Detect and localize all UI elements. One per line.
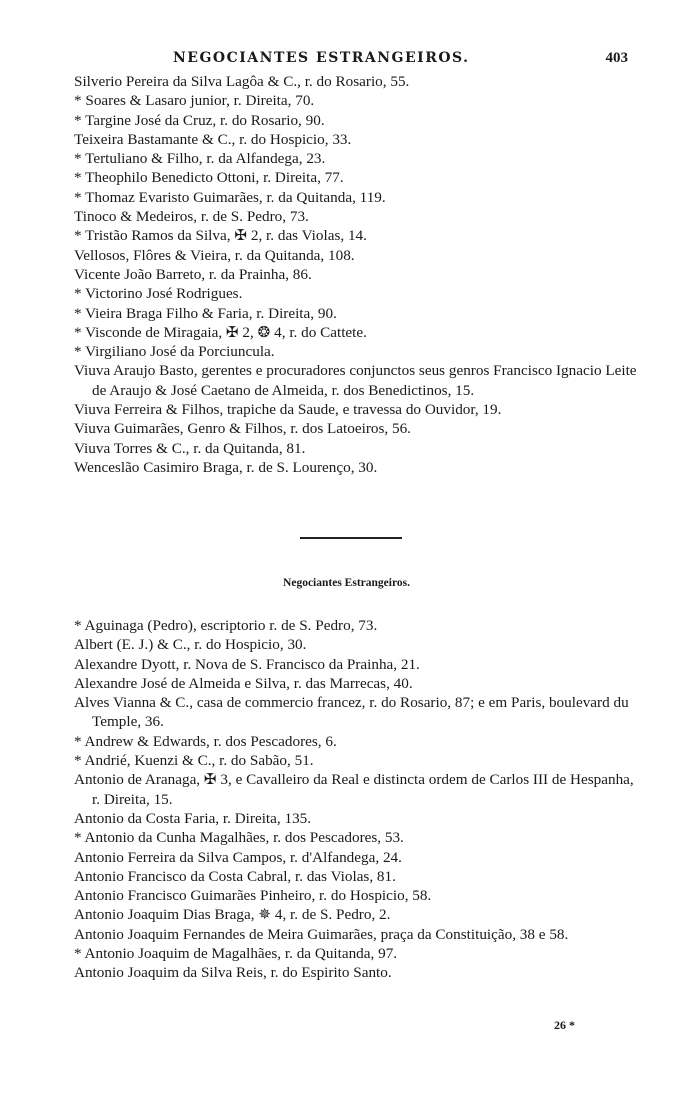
- list-item: Antonio da Costa Faria, r. Direita, 135.: [74, 809, 312, 827]
- list-item: Vicente João Barreto, r. da Prainha, 86.: [74, 265, 312, 283]
- list-item: Wenceslão Casimiro Braga, r. de S. Lourenço, 30.: [74, 458, 378, 476]
- list-item: Antonio Francisco da Costa Cabral, r. das Violas, 81.: [74, 867, 396, 885]
- list-item: Antonio Joaquim da Silva Reis, r. do Espirito Santo.: [74, 964, 392, 982]
- list-item: * Visconde de Miragaia, ✠ 2, ❂ 4, r. do Cattete.: [74, 323, 367, 341]
- list-item: * Soares & Lasaro junior, r. Direita, 70.: [74, 92, 315, 110]
- list-item: * Thomaz Evaristo Guimarães, r. da Quitanda, 119.: [74, 188, 386, 206]
- list-item: Antonio Joaquim Dias Braga, ✵ 4, r. de S. Pedro, 2.: [74, 906, 391, 924]
- list-item: * Tertuliano & Filho, r. da Alfandega, 23.: [74, 150, 326, 168]
- list-item: Alves Vianna & C., casa de commercio francez, r. do Rosario, 87; e em Paris, boulevard du Temple, 36.: [74, 694, 633, 731]
- list-item: * Tristão Ramos da Silva, ✠ 2, r. das Violas, 14.: [74, 227, 367, 245]
- list-item: * Vieira Braga Filho & Faria, r. Direita, 90.: [74, 304, 337, 322]
- list-item: * Andrew & Edwards, r. dos Pescadores, 6.: [74, 732, 337, 750]
- list-item: * Andrié, Kuenzi & C., r. do Sabão, 51.: [74, 752, 314, 770]
- list-item: Viuva Torres & C., r. da Quitanda, 81.: [74, 439, 306, 457]
- list-item: * Theophilo Benedicto Ottoni, r. Direita, 77.: [74, 169, 344, 187]
- page-number: 403: [605, 50, 628, 66]
- list-item: Teixeira Bastamante & C., r. do Hospicio, 33.: [74, 130, 352, 148]
- list-item: Antonio Ferreira da Silva Campos, r. d'Alfandega, 24.: [74, 848, 402, 866]
- list-item: Alexandre Dyott, r. Nova de S. Francisco da Prainha, 21.: [74, 655, 420, 673]
- list-item: * Aguinaga (Pedro), escriptorio r. de S. Pedro, 73.: [74, 617, 378, 634]
- list-item: Vellosos, Flôres & Vieira, r. da Quitanda, 108.: [74, 246, 355, 264]
- list-item: Tinoco & Medeiros, r. de S. Pedro, 73.: [74, 208, 309, 226]
- list-item: Antonio Francisco Guimarães Pinheiro, r. do Hospicio, 58.: [74, 887, 432, 905]
- merchant-list-continued: [0, 72, 693, 477]
- list-item: Viuva Guimarães, Genro & Filhos, r. dos Latoeiros, 56.: [74, 420, 411, 438]
- running-head: [0, 50, 693, 72]
- list-item: Antonio de Aranaga, ✠ 3, e Cavalleiro da Real e distincta ordem de Carlos III de Hespanha, r. Direita, 15.: [74, 771, 638, 808]
- list-item: Viuva Ferreira & Filhos, trapiche da Saude, e travessa do Ouvidor, 19.: [74, 401, 502, 419]
- signature-mark: 26 *: [554, 1018, 575, 1032]
- list-item: Alexandre José de Almeida e Silva, r. das Marrecas, 40.: [74, 674, 413, 692]
- foreign-merchants-list: [0, 616, 693, 983]
- list-item: * Antonio Joaquim de Magalhães, r. da Quitanda, 97.: [74, 945, 398, 963]
- list-item: Antonio Joaquim Fernandes de Meira Guimarães, praça da Constituição, 38 e 58.: [74, 925, 569, 943]
- list-item: * Antonio da Cunha Magalhães, r. dos Pescadores, 53.: [74, 829, 404, 847]
- list-item: Viuva Araujo Basto, gerentes e procuradores conjunctos seus genros Francisco Ignacio Leite de Araujo & José Caetano de Almeida, r. dos Benedictinos, 15.: [74, 362, 641, 399]
- running-title: NEGOCIANTES ESTRANGEIROS.: [173, 50, 470, 66]
- list-item: * Victorino José Rodrigues.: [74, 285, 243, 303]
- section-heading: Negociantes Estrangeiros.: [283, 577, 410, 589]
- list-item: Albert (E. J.) & C., r. do Hospicio, 30.: [74, 636, 307, 654]
- list-item: Silverio Pereira da Silva Lagôa & C., r. do Rosario, 55.: [74, 73, 410, 90]
- list-item: * Virgiliano José da Porciuncula.: [74, 343, 275, 361]
- section-divider: [300, 537, 402, 539]
- list-item: * Targine José da Cruz, r. do Rosario, 90.: [74, 111, 325, 129]
